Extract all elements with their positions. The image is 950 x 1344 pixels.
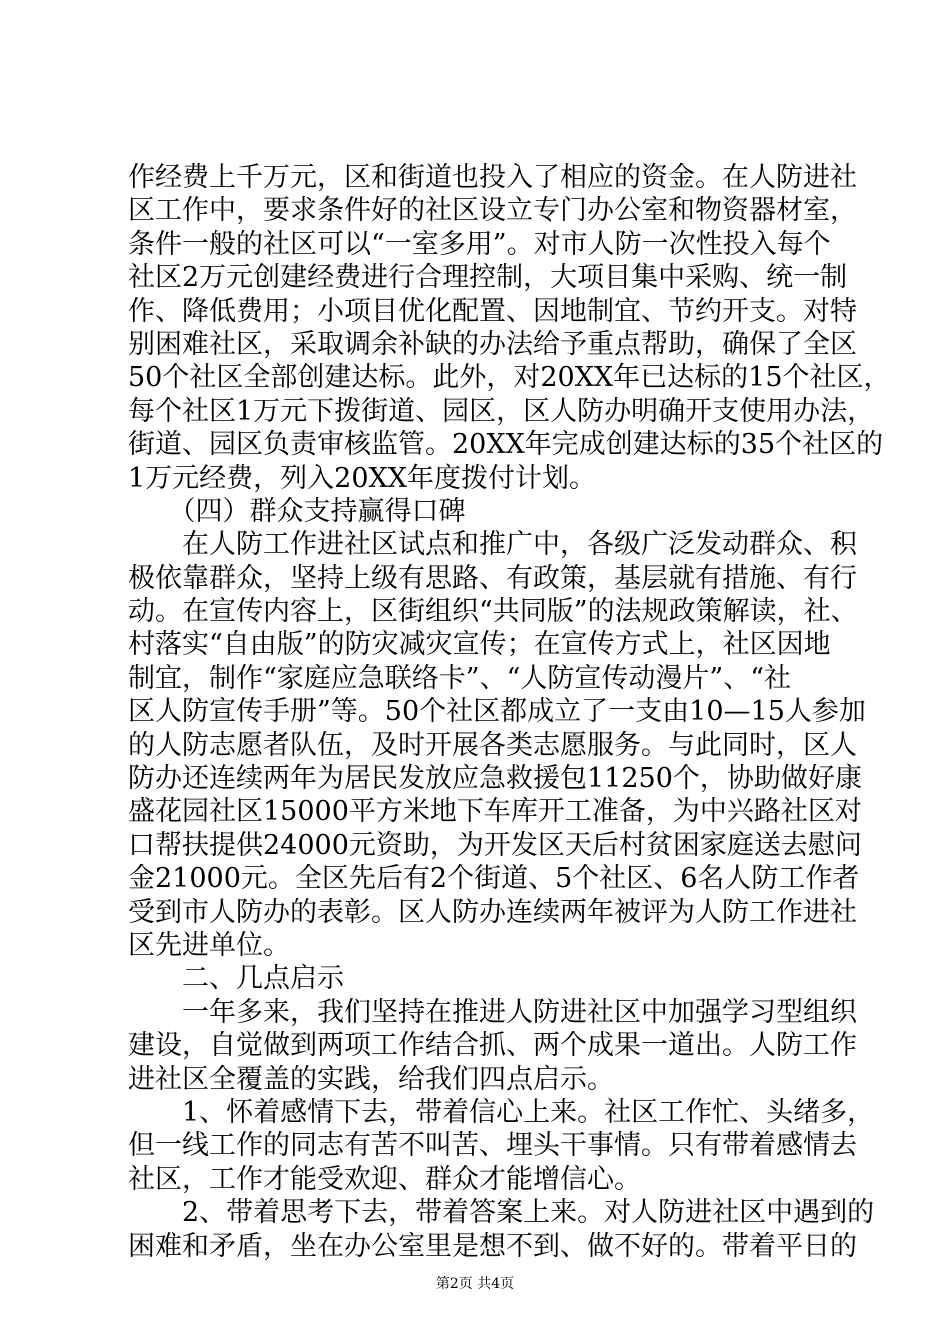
text-line: 进社区全覆盖的实践，给我们四点启示。	[128, 1063, 614, 1095]
text-line: 社区，工作才能受欢迎、群众才能增信心。	[128, 1163, 641, 1195]
text-line: 建设，自觉做到两项工作结合抓、两个成果一道出。人防工作	[128, 1030, 857, 1062]
text-line: 街道、园区负责审核监管。20XX年完成创建达标的35个社区的	[128, 429, 884, 461]
text-line: 困难和矛盾，坐在办公室里是想不到、做不好的。带着平日的	[128, 1230, 857, 1262]
text-line: 社区2万元创建经费进行合理控制，大项目集中采购、统一制	[128, 262, 848, 294]
text-line: 金21000元。全区先后有2个街道、5个社区、6名人防工作者	[128, 863, 860, 895]
text-line: 一年多来，我们坚持在推进人防进社区中加强学习型组织	[128, 996, 857, 1028]
text-line: 但一线工作的同志有苦不叫苦、埋头干事情。只有带着感情去	[128, 1130, 857, 1162]
text-line: 口帮扶提供24000元资助，为开发区天后村贫困家庭送去慰问	[128, 829, 862, 861]
text-line: 条件一般的社区可以“一室多用”。对市人防一次性投入每个	[128, 228, 831, 260]
text-line: 盛花园社区15000平方米地下车库开工准备，为中兴路社区对	[128, 796, 862, 828]
text-line: 受到市人防办的表彰。区人防办连续两年被评为人防工作进社	[128, 896, 857, 928]
document-body	[128, 161, 891, 1263]
text-line: 1、怀着感情下去，带着信心上来。社区工作忙、头绪多，	[128, 1096, 875, 1128]
text-line: 区人防宣传手册”等。50个社区都成立了一支由10—15人参加	[128, 696, 866, 728]
text-line: 防办还连续两年为居民发放应急救援包11250个，协助做好康	[128, 763, 862, 795]
text-line: 区工作中，要求条件好的社区设立专门办公室和物资器材室，	[128, 195, 857, 227]
text-line: 每个社区1万元下拨街道、园区，区人防办明确开支使用办法，	[128, 395, 875, 427]
page-number-footer: 第2页 共4页	[435, 1276, 515, 1292]
text-line: 作、降低费用；小项目优化配置、因地制宜、节约开支。对特	[128, 295, 857, 327]
section-heading: （四）群众支持赢得口碑	[128, 495, 466, 527]
text-line: 作经费上千万元，区和街道也投入了相应的资金。在人防进社	[128, 162, 857, 193]
text-line: 50个社区全部创建达标。此外，对20XX年已达标的15个社区，	[128, 362, 891, 394]
section-heading: 二、几点启示	[128, 963, 344, 995]
text-line: 极依靠群众，坚持上级有思路、有政策，基层就有措施、有行	[128, 562, 857, 594]
text-line: 别困难社区，采取调余补缺的办法给予重点帮助，确保了全区	[128, 328, 857, 360]
text-line: 制宜，制作“家庭应急联络卡”、“人防宣传动漫片”、“社	[128, 662, 792, 694]
text-line: 在人防工作进社区试点和推广中，各级广泛发动群众、积	[128, 529, 857, 561]
text-line: 的人防志愿者队伍，及时开展各类志愿服务。与此同时，区人	[128, 729, 857, 761]
text-line: 村落实“自由版”的防灾减灾宣传；在宣传方式上，社区因地	[128, 629, 831, 661]
text-line: 1万元经费，列入20XX年度拨付计划。	[128, 462, 596, 494]
text-line: 2、带着思考下去，带着答案上来。对人防进社区中遇到的	[128, 1197, 875, 1229]
text-line: 动。在宣传内容上，区街组织“共同版”的法规政策解读，社、	[128, 596, 858, 628]
text-line: 区先进单位。	[128, 929, 290, 961]
